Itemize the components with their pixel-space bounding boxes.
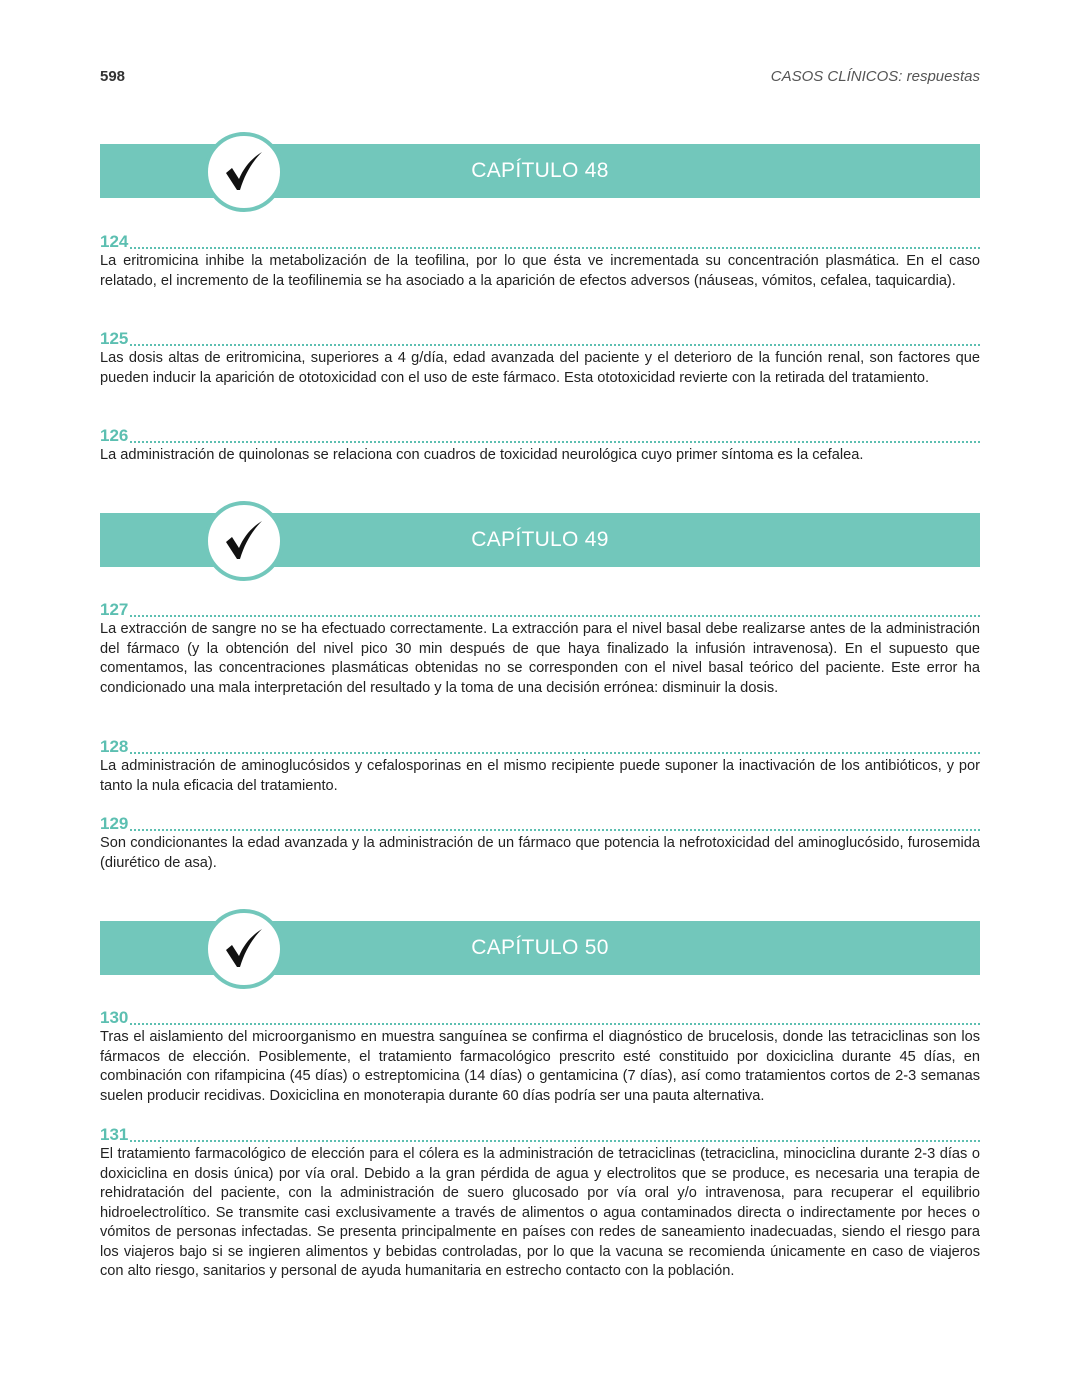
answer-item [100, 1125, 980, 1282]
dotted-leader [130, 1023, 980, 1025]
checkmark-badge [204, 501, 284, 581]
checkmark-badge [204, 132, 284, 212]
answer-heading [100, 600, 980, 620]
chapter-title: CAPÍTULO 49 [471, 528, 609, 551]
answer-text: La eritromicina inhibe la metabolización de la teofilina, por lo que ésta ve incrementada su concentración plasmática. En el caso relatado, el incremento de la teofilinemia se ha asociado a la aparición de efectos adversos (náuseas, vómitos, cefalea, taquicardia). [100, 253, 980, 289]
checkmark-badge [204, 909, 284, 989]
answer-item [100, 426, 980, 466]
answer-heading [100, 737, 980, 757]
dotted-leader [130, 752, 980, 754]
dotted-leader [130, 829, 980, 831]
dotted-leader [130, 615, 980, 617]
dotted-leader [130, 247, 980, 249]
page-number: 598 [100, 68, 126, 85]
answer-text: La extracción de sangre no se ha efectuado correctamente. La extracción para el nivel basal debe realizarse antes de la administración del fármaco (y la obtención del nivel pico 30 min después de que haya finalizado la infusión intravenosa). En el supuesto que comentamos, las concentraciones plasmáticas obtenidas no se corresponden con el nivel basal teórico del paciente. Este error ha condicionado una mala interpretación del resultado y la toma de una decisión errónea: disminuir la dosis. [100, 621, 980, 696]
answer-heading [100, 1008, 980, 1028]
dotted-leader [130, 1140, 980, 1142]
answer-item [100, 600, 980, 698]
answer-text: La administración de quinolonas se relaciona con cuadros de toxicidad neurológica cuyo primer síntoma es la cefalea. [100, 447, 864, 463]
checkmark-icon [222, 926, 266, 970]
chapter-banner [100, 909, 980, 989]
dotted-leader [130, 344, 980, 346]
answer-number: 124 [100, 232, 129, 251]
checkmark-icon [222, 149, 266, 193]
answer-number: 127 [100, 600, 129, 619]
answer-heading [100, 329, 980, 349]
chapter-title: CAPÍTULO 50 [471, 936, 609, 959]
answer-item [100, 329, 980, 388]
answer-text: Las dosis altas de eritromicina, superiores a 4 g/día, edad avanzada del paciente y el deterioro de la función renal, son factores que pueden inducir la aparición de ototoxicidad con el uso de este fármaco. Esta ototoxicidad revierte con la retirada del tratamiento. [100, 350, 980, 386]
answer-heading [100, 1125, 980, 1145]
answer-item [100, 814, 980, 873]
answer-item [100, 737, 980, 796]
chapter-banner [100, 501, 980, 581]
dotted-leader [130, 441, 980, 443]
answer-number: 126 [100, 426, 129, 445]
answer-item [100, 1008, 980, 1106]
running-head: CASOS CLÍNICOS: respuestas [770, 68, 980, 85]
answer-item [100, 232, 980, 291]
answer-number: 129 [100, 814, 129, 833]
answer-heading [100, 232, 980, 252]
answer-heading [100, 426, 980, 446]
chapter-banner [100, 132, 980, 212]
answer-text: La administración de aminoglucósidos y cefalosporinas en el mismo recipiente puede suponer la inactivación de los antibióticos, y por tanto la nula eficacia del tratamiento. [100, 758, 980, 794]
answer-number: 130 [100, 1008, 129, 1027]
answer-heading [100, 814, 980, 834]
answer-text: Son condicionantes la edad avanzada y la administración de un fármaco que potencia la nefrotoxicidad del aminoglucósido, furosemida (diurético de asa). [100, 835, 980, 871]
answer-number: 131 [100, 1125, 129, 1144]
answer-number: 125 [100, 329, 129, 348]
answer-text: El tratamiento farmacológico de elección para el cólera es la administración de tetraciclinas (tetraciclina, minociclina durante 2-3 días o doxiciclina en dosis única) por vía oral. Debido a la gran pérdida de agua y electrolitos que se produce, es necesaria una terapia de rehidratación del paciente, con la administración de suero glucosado por vía oral y/o intravenosa, para recuperar el equilibrio hidroelectrolítico. Se transmite casi exclusivamente a través de alimentos o agua contaminados directa o indirectamente por heces o vómitos de personas infectadas. Se presenta principalmente en países con redes de saneamiento inadecuadas, siendo el riesgo para los viajeros bajo si se ingieren alimentos y bebidas controladas, por lo que la vacuna se recomienda únicamente en caso de viajeros con alto riesgo, sanitarios y personal de ayuda humanitaria en estrecho contacto con la población. [100, 1146, 980, 1279]
chapter-title: CAPÍTULO 48 [471, 159, 609, 182]
checkmark-icon [222, 518, 266, 562]
answer-number: 128 [100, 737, 129, 756]
answer-text: Tras el aislamiento del microorganismo en muestra sanguínea se confirma el diagnóstico de brucelosis, donde las tetraciclinas son los fármacos de elección. Posiblemente, el tratamiento farmacológico prescrito esté constituido por doxiciclina durante 45 días, en combinación con rifampicina (45 días) o estreptomicina (14 días) o gentamicina (7 días), así como tratamientos cortos de 2-3 semanas suelen producir recidivas. Doxiciclina en monoterapia durante 60 días podría ser una pauta alternativa. [100, 1029, 980, 1104]
